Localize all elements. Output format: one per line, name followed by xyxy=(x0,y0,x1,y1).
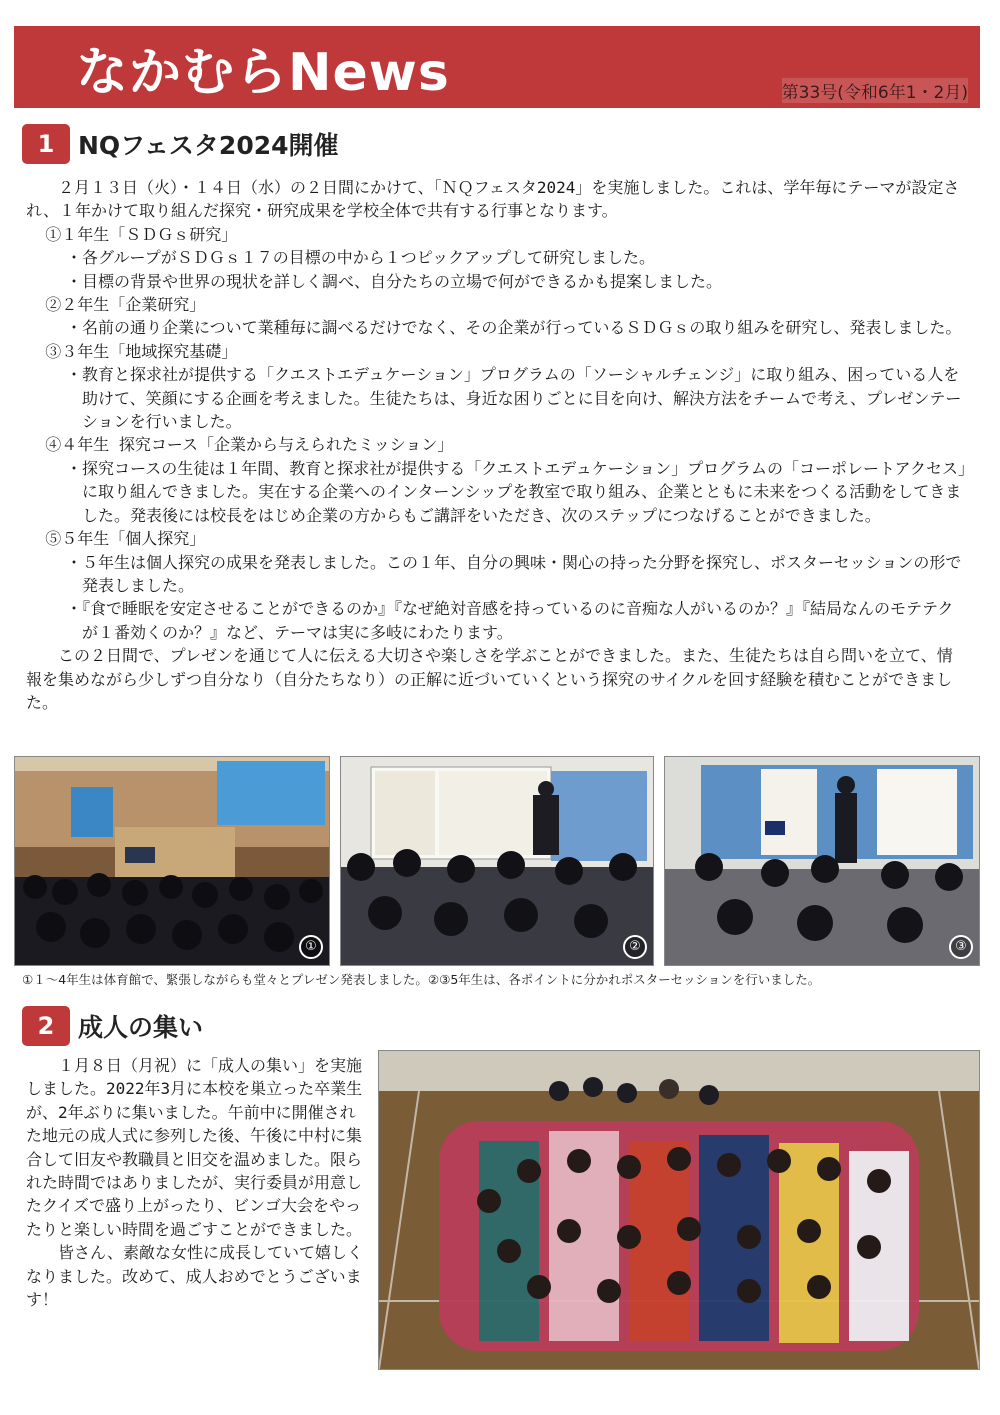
grade-2-heading: ②２年生「企業研究」 xyxy=(45,295,206,315)
coming-of-age-paragraph-1: １月８日（月祝）に「成人の集い」を実施しました。2022年3月に本校を巣立った卒業生が、2年ぶりに集いました。午前中に開催された地元の成人式に参列した後、午後に中村に集合して旧友や教職員と旧交を温めました。限られた時間ではありましたが、実行委員が用意したクイズで盛り上がったり、ビンゴ大会をやったりと楽しい時間を過ごすことができました。 xyxy=(26,1056,363,1239)
photo-3-label: ③ xyxy=(949,935,973,959)
classroom-poster-photo-a xyxy=(340,756,654,966)
section-2-title: 成人の集い xyxy=(78,1013,204,1042)
masthead-banner xyxy=(14,26,980,108)
grade-3-heading: ③３年生「地域探究基礎」 xyxy=(45,341,238,361)
section-2-article xyxy=(26,1054,366,1311)
issue-number: 第33号(令和6年1・2月) xyxy=(782,78,968,103)
grade-4-bullet: ・探究コースの生徒は１年間、教育と探求社が提供する「クエストエデュケーション」プログラムの「コーポレートアクセス」に取り組んできました。実在する企業へのインターンシップを教室で取り組み、企業とともに未来をつくる活動をしてきました。発表後には校長をはじめ企業の方からもご講評をいただき、次のステップにつなげることができました。 xyxy=(66,458,967,525)
intro-paragraph: ２月１３日（火）・１４日（水）の２日間にかけて、「ＮＱフェスタ2024」を実施しました。これは、学年毎にテーマが設定され、１年かけて取り組んだ探究・研究成果を学校全体で共有する行事となります。 xyxy=(26,178,960,221)
section-2-number: 2 xyxy=(22,1006,70,1046)
photo-2-label: ② xyxy=(623,935,647,959)
section-1-title: NQフェスタ2024開催 xyxy=(78,131,339,160)
gym-presentation-image xyxy=(15,757,329,965)
grade-1-bullet: ・目標の背景や世界の現状を詳しく調べ、自分たちの立場で何ができるかも提案しました。 xyxy=(66,271,723,291)
grade-5-heading: ⑤５年生「個人探究」 xyxy=(45,529,206,549)
grade-1-bullet: ・各グループがＳＤＧｓ１７の目標の中から１つピックアップして研究しました。 xyxy=(66,248,655,268)
coming-of-age-group-photo xyxy=(378,1050,980,1370)
section-1-number: 1 xyxy=(22,124,70,164)
section-1-article xyxy=(26,176,966,714)
grade-5-bullet: ・５年生は個人探究の成果を発表しました。この１年、自分の興味・関心の持った分野を探究し、ポスターセッションの形で発表しました。 xyxy=(66,552,962,595)
festa-photo-row xyxy=(14,756,980,964)
grade-1-heading: ①１年生「ＳＤＧｓ研究」 xyxy=(45,224,238,244)
classroom-poster-photo-b xyxy=(664,756,980,966)
closing-paragraph: この２日間で、プレゼンを通じて人に伝える大切さや楽しさを学ぶことができました。また、生徒たちは自ら問いを立て、情報を集めながら少しずつ自分なり（自分たちなり）の正解に近づいていくという探究のサイクルを回す経験を積むことができました。 xyxy=(26,646,953,712)
group-photo-image xyxy=(379,1051,979,1369)
photo-caption: ①１～4年生は体育館で、緊張しながらも堂々とプレゼン発表しました。②③5年生は、各ポイントに分かれポスターセッションを行いました。 xyxy=(22,972,821,987)
grade-2-bullet: ・名前の通り企業について業種毎に調べるだけでなく、その企業が行っているＳＤＧｓの取り組みを研究し、発表しました。 xyxy=(66,318,962,338)
photo-1-label: ① xyxy=(299,935,323,959)
newsletter-title: なかむらNews xyxy=(76,43,450,103)
classroom-poster-image-b xyxy=(665,757,979,965)
coming-of-age-paragraph-2: 皆さん、素敵な女性に成長していて嬉しくなりました。改めて、成人おめでとうございます！ xyxy=(26,1243,363,1310)
grade-3-bullet: ・教育と探求社が提供する「クエストエデュケーション」プログラムの「ソーシャルチェンジ」に取り組み、困っている人を助けて、笑顔にする企画を考えました。生徒たちは、身近な困りごとに目を向け、解決方法をチームで考え、プレゼンテーションを行いました。 xyxy=(66,365,962,432)
grade-5-bullet: ・『食で睡眠を安定させることができるのか』『なぜ絶対音感を持っているのに音痴な人がいるのか？』『結局なんのモテテクが１番効くのか？』など、テーマは実に多岐にわたります。 xyxy=(66,599,954,642)
gym-presentation-photo xyxy=(14,756,330,966)
classroom-poster-image-a xyxy=(341,757,653,965)
grade-4-heading: ④４年生 探究コース「企業から与えられたミッション」 xyxy=(45,435,454,455)
